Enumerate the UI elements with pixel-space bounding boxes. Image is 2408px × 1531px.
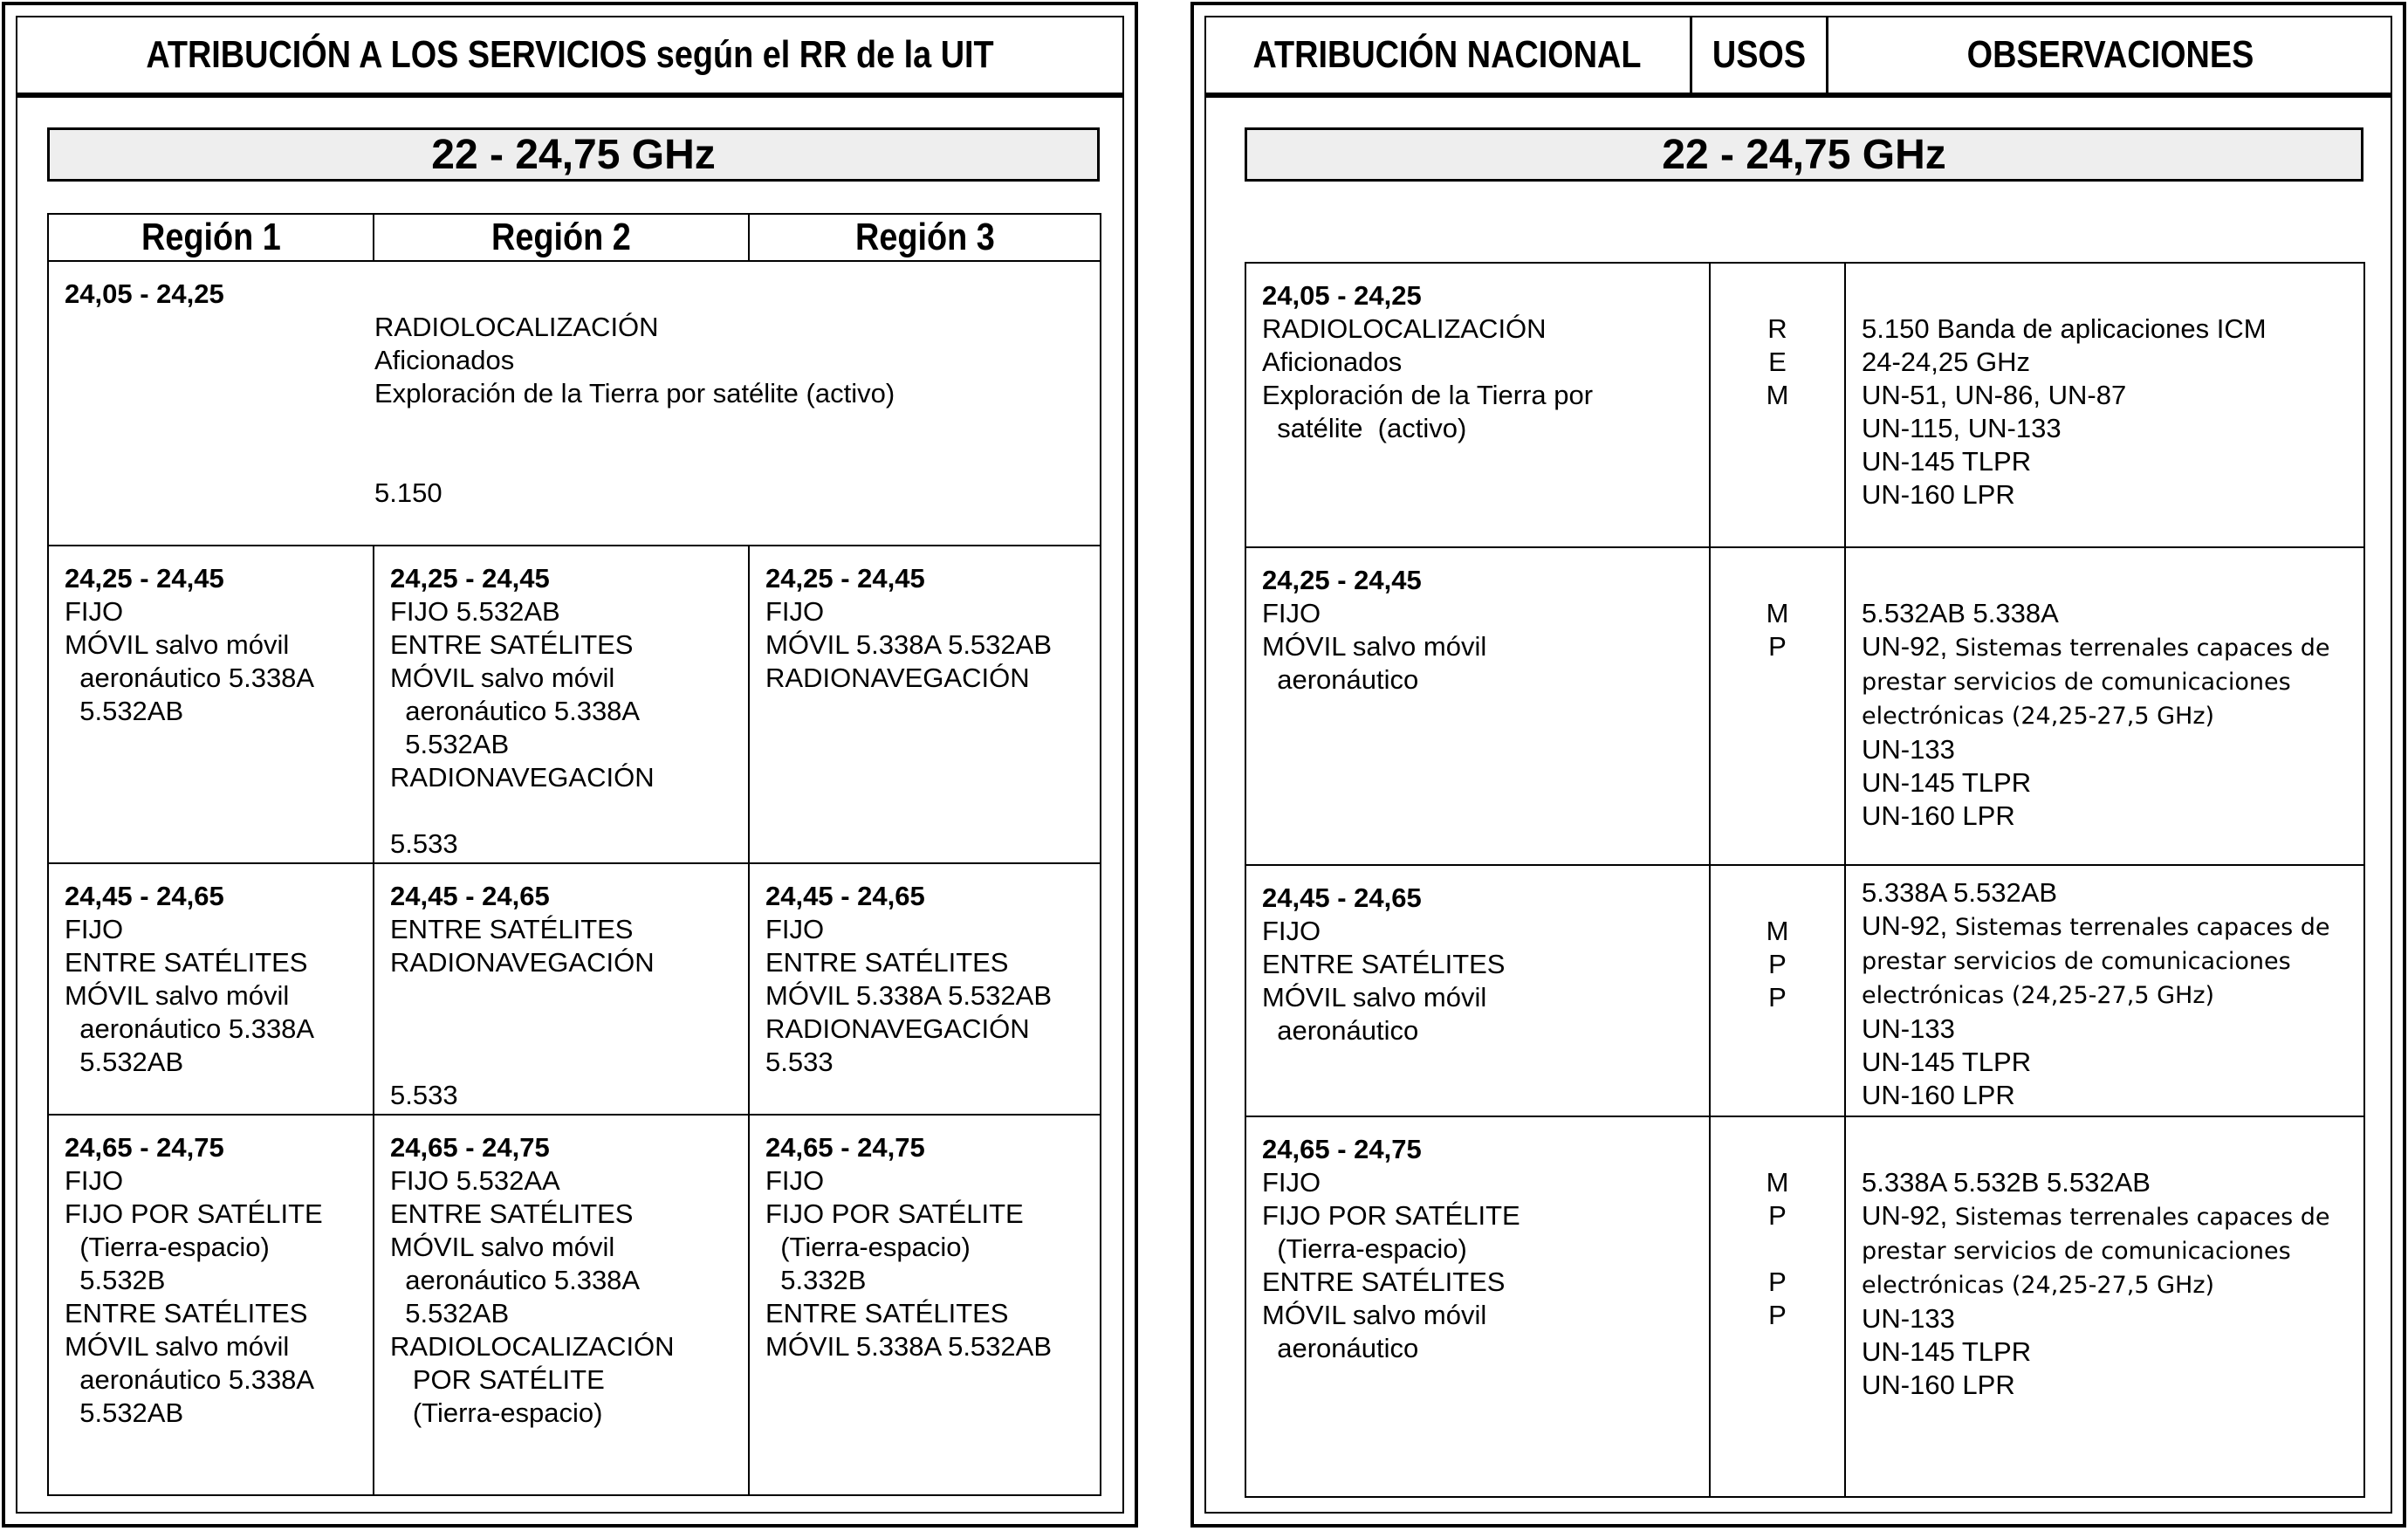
service-line: aeronáutico (1262, 664, 1419, 695)
service-line: MÓVIL 5.338A 5.532AB (765, 1331, 1053, 1362)
uso-code: P (1768, 631, 1787, 662)
region-2-cell (374, 1115, 749, 1495)
band-row-24-25 (48, 546, 1101, 863)
service-line: aeronáutico (1262, 1333, 1419, 1363)
obs-line: 24-24,25 GHz (1862, 347, 2030, 377)
service-line: 5.532AB (65, 1047, 184, 1077)
region-1-header: Región 1 (48, 214, 374, 261)
uso-code: P (1768, 982, 1787, 1013)
obs-line: UN-145 TLPR (1862, 767, 2032, 798)
service-line: aeronáutico 5.338A (390, 1265, 641, 1295)
region-2-header: Región 2 (374, 214, 749, 261)
band-title: 22 - 24,75 GHz (47, 127, 1100, 182)
uso-code: R (1767, 313, 1787, 344)
region-1-cell (48, 1115, 374, 1495)
service-line: aeronáutico (1262, 1015, 1419, 1046)
obs-line: electrónicas (24,25-27,5 GHz) (1862, 703, 2215, 730)
obs-line: electrónicas (24,25-27,5 GHz) (1862, 1272, 2215, 1299)
itu-allocation-page (2, 2, 1138, 1528)
service-line: FIJO (1262, 598, 1321, 628)
service-line: MÓVIL salvo móvil (390, 663, 615, 693)
national-row-24-45 (1245, 865, 2364, 1116)
service-line: ENTRE SATÉLITES (765, 947, 1009, 978)
service-line: ENTRE SATÉLITES (765, 1298, 1009, 1328)
service-line: (Tierra-espacio) (65, 1232, 270, 1262)
obs-line: UN-133 (1862, 1303, 1955, 1334)
service-line: Aficionados (1262, 347, 1403, 377)
range-label: 24,25 - 24,45 (65, 563, 224, 594)
service-line: ENTRE SATÉLITES (1262, 1267, 1506, 1297)
region-header-row (48, 214, 1101, 261)
itu-header-title: ATRIBUCIÓN A LOS SERVICIOS según el RR de la UIT (146, 33, 994, 76)
service-line: MÓVIL salvo móvil (390, 1232, 615, 1262)
footnote-ref: 5.533 (765, 1047, 834, 1077)
service-line: ENTRE SATÉLITES (390, 1198, 634, 1229)
service-line: 5.532AB (65, 1397, 184, 1428)
header-divider (1826, 17, 1828, 94)
band-row-24-45 (48, 863, 1101, 1115)
uso-code: M (1766, 598, 1789, 628)
service-line: aeronáutico 5.338A (390, 696, 641, 726)
obs-un92-line: UN-92, Sistemas terrenales capaces de (1862, 910, 2330, 941)
uso-code: P (1768, 1300, 1787, 1330)
range-label: 24,25 - 24,45 (765, 563, 925, 594)
service-line: RADIOLOCALIZACIÓN (374, 312, 659, 342)
usos-cell (1710, 263, 1845, 547)
service-line: ENTRE SATÉLITES (1262, 949, 1506, 979)
national-row-24-25 (1245, 547, 2364, 865)
observaciones-header: OBSERVACIONES (1966, 33, 2254, 76)
service-line: POR SATÉLITE (390, 1364, 605, 1395)
range-label: 24,65 - 24,75 (765, 1132, 925, 1163)
national-row-24-05 (1245, 263, 2364, 547)
usos-cell (1710, 547, 1845, 865)
service-line: 5.532AB (65, 696, 184, 726)
obs-line: UN-145 TLPR (1862, 1336, 2032, 1367)
uso-code: P (1768, 1267, 1787, 1297)
band-row-24-65 (48, 1115, 1101, 1495)
obs-line: 5.150 Banda de aplicaciones ICM (1862, 313, 2267, 344)
footnote-ref: 5.533 (390, 1080, 458, 1110)
service-line: RADIONAVEGACIÓN (390, 947, 655, 978)
obs-line: 5.532AB 5.338A (1862, 598, 2059, 628)
service-line: FIJO POR SATÉLITE (765, 1198, 1024, 1229)
range-label: 24,65 - 24,75 (1262, 1134, 1422, 1164)
obs-line: UN-115, UN-133 (1862, 413, 2062, 443)
obs-un92-line: UN-92, Sistemas terrenales capaces de (1862, 1200, 2330, 1231)
header-divider (1690, 17, 1692, 94)
usos-cell (1710, 865, 1845, 1116)
range-label: 24,45 - 24,65 (390, 881, 550, 911)
band-row-24-05 (48, 261, 1101, 546)
service-line: MÓVIL salvo móvil (1262, 631, 1487, 662)
national-allocation-table (1245, 262, 2365, 1498)
range-label: 24,05 - 24,25 (1262, 280, 1422, 311)
region-2-cell (374, 863, 749, 1115)
service-line: FIJO POR SATÉLITE (1262, 1200, 1520, 1231)
uso-code: P (1768, 949, 1787, 979)
observaciones-cell (1845, 1116, 2364, 1497)
national-row-24-65 (1245, 1116, 2364, 1497)
footnote-ref: 5.150 (374, 477, 442, 508)
service-line: MÓVIL salvo móvil (65, 1331, 290, 1362)
service-line: aeronáutico 5.338A (65, 1013, 315, 1044)
service-line: Exploración de la Tierra por satélite (activo) (374, 378, 895, 408)
range-label: 24,45 - 24,65 (65, 881, 224, 911)
region-1-cell (48, 863, 374, 1115)
band-title: 22 - 24,75 GHz (1245, 127, 2363, 182)
header-rule (16, 93, 1124, 98)
range-label: 24,25 - 24,45 (390, 563, 550, 594)
obs-line: UN-133 (1862, 734, 1955, 765)
nacional-header: ATRIBUCIÓN NACIONAL (1252, 33, 1642, 76)
service-line: MÓVIL salvo móvil (1262, 982, 1487, 1013)
service-line: RADIONAVEGACIÓN (390, 762, 655, 793)
uso-code: M (1766, 380, 1789, 410)
service-line: FIJO POR SATÉLITE (65, 1198, 323, 1229)
region-3-cell (749, 546, 1101, 863)
service-line: FIJO (65, 1165, 124, 1196)
service-line: aeronáutico 5.338A (65, 663, 315, 693)
service-line: FIJO (765, 1165, 825, 1196)
service-line: FIJO (65, 914, 124, 944)
service-line: 5.332B (765, 1265, 867, 1295)
service-line: MÓVIL 5.338A 5.532AB (765, 629, 1053, 660)
footnote-ref: 5.533 (390, 828, 458, 859)
service-line: ENTRE SATÉLITES (65, 947, 308, 978)
obs-line: UN-145 TLPR (1862, 1047, 2032, 1077)
service-line: FIJO (65, 596, 124, 627)
range-label: 24,45 - 24,65 (765, 881, 925, 911)
service-line: MÓVIL 5.338A 5.532AB (765, 980, 1053, 1011)
service-line: (Tierra-espacio) (1262, 1233, 1467, 1264)
service-line: Exploración de la Tierra por (1262, 380, 1594, 410)
obs-line: UN-133 (1862, 1013, 1955, 1044)
service-line: RADIONAVEGACIÓN (765, 1013, 1030, 1044)
header-rule (1204, 93, 2392, 98)
service-line: FIJO (765, 596, 825, 627)
usos-header: USOS (1712, 33, 1807, 76)
range-label: 24,65 - 24,75 (390, 1132, 550, 1163)
service-line: FIJO 5.532AA (390, 1165, 560, 1196)
service-line: ENTRE SATÉLITES (390, 629, 634, 660)
range-label: 24,45 - 24,65 (1262, 882, 1422, 913)
uso-code: M (1766, 1167, 1789, 1198)
service-line: (Tierra-espacio) (390, 1397, 603, 1428)
service-line: ENTRE SATÉLITES (65, 1298, 308, 1328)
service-line: satélite (activo) (1262, 413, 1467, 443)
obs-line: 5.338A 5.532AB (1862, 877, 2058, 908)
observaciones-cell (1845, 547, 2364, 865)
range-label: 24,25 - 24,45 (1262, 565, 1422, 595)
service-line: ENTRE SATÉLITES (390, 914, 634, 944)
observaciones-cell (1845, 263, 2364, 547)
service-line: RADIOLOCALIZACIÓN (1262, 313, 1547, 344)
national-allocation-page (1190, 2, 2406, 1528)
service-line: MÓVIL salvo móvil (65, 980, 290, 1011)
service-line: aeronáutico 5.338A (65, 1364, 315, 1395)
service-line: FIJO (1262, 1167, 1321, 1198)
obs-line: UN-160 LPR (1862, 1370, 2015, 1400)
obs-un92-line: UN-92, Sistemas terrenales capaces de (1862, 631, 2330, 662)
region-1-cell (48, 546, 374, 863)
service-line: 5.532AB (390, 729, 510, 759)
nacional-cell (1245, 1116, 1710, 1497)
obs-line: UN-145 TLPR (1862, 446, 2032, 477)
uso-code: P (1768, 1200, 1787, 1231)
nacional-cell (1245, 865, 1710, 1116)
obs-line: UN-51, UN-86, UN-87 (1862, 380, 2127, 410)
service-line: RADIOLOCALIZACIÓN (390, 1331, 675, 1362)
itu-allocation-table (47, 213, 1101, 1496)
service-line: Aficionados (374, 345, 515, 375)
region-3-cell (749, 863, 1101, 1115)
range-label: 24,65 - 24,75 (65, 1132, 224, 1163)
obs-line: prestar servicios de comunicaciones (1862, 1238, 2291, 1265)
obs-line: UN-160 LPR (1862, 800, 2015, 831)
band-cell-all-regions (48, 261, 1101, 546)
service-line: RADIONAVEGACIÓN (765, 663, 1030, 693)
usos-cell (1710, 1116, 1845, 1497)
uso-blank (1711, 1232, 1844, 1266)
service-line: FIJO (1262, 916, 1321, 946)
range-label: 24,05 - 24,25 (65, 278, 224, 309)
obs-line: electrónicas (24,25-27,5 GHz) (1862, 982, 2215, 1009)
region-3-cell (749, 1115, 1101, 1495)
observaciones-cell (1845, 865, 2364, 1116)
nacional-cell (1245, 547, 1710, 865)
obs-line: UN-160 LPR (1862, 1080, 2015, 1110)
obs-line: prestar servicios de comunicaciones (1862, 948, 2291, 975)
region-2-cell (374, 546, 749, 863)
service-line: MÓVIL salvo móvil (65, 629, 290, 660)
uso-code: M (1766, 916, 1789, 946)
service-line: FIJO 5.532AB (390, 596, 560, 627)
region-3-header: Región 3 (749, 214, 1101, 261)
service-line: 5.532AB (390, 1298, 510, 1328)
service-line: 5.532B (65, 1265, 166, 1295)
service-line: MÓVIL salvo móvil (1262, 1300, 1487, 1330)
obs-line: UN-160 LPR (1862, 479, 2015, 510)
uso-code: E (1768, 347, 1787, 377)
obs-line: prestar servicios de comunicaciones (1862, 669, 2291, 696)
service-line: (Tierra-espacio) (765, 1232, 971, 1262)
service-line: FIJO (765, 914, 825, 944)
obs-line: 5.338A 5.532B 5.532AB (1862, 1167, 2151, 1198)
nacional-cell (1245, 263, 1710, 547)
